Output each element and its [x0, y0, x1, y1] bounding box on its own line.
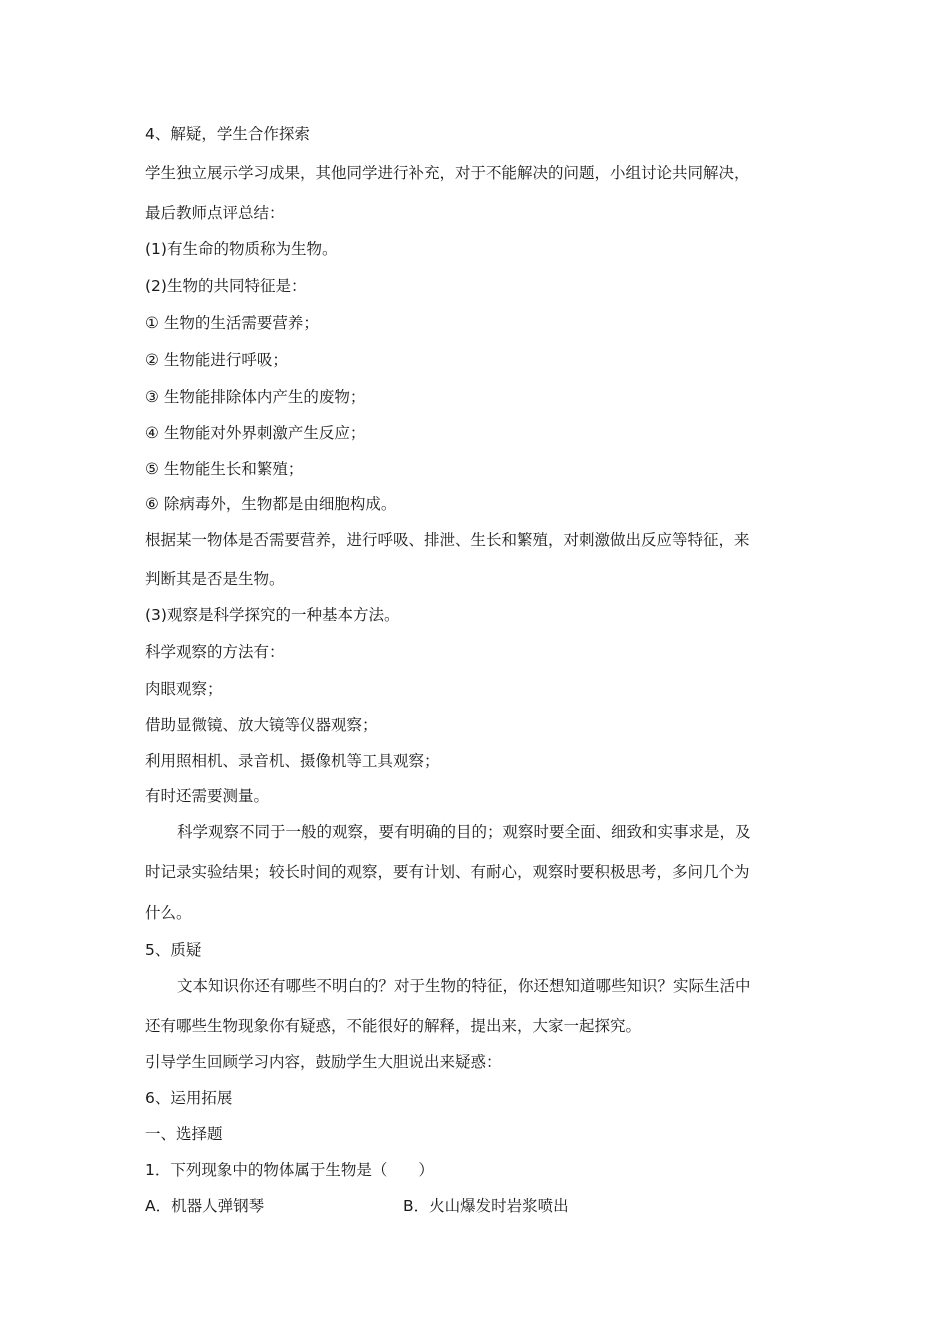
paragraph-line: 还有哪些生物现象你有疑惑，不能很好的解释，提出来，大家一起探究。: [145, 1017, 642, 1035]
heading-6-application: 6、运用拓展: [145, 1089, 233, 1107]
heading-5-question: 5、质疑: [145, 941, 202, 959]
paragraph-line: 科学观察不同于一般的观察，要有明确的目的；观察时要全面、细致和实事求是，及: [177, 823, 751, 841]
paragraph-line: 文本知识你还有哪些不明白的？对于生物的特征，你还想知道哪些知识？实际生活中: [177, 977, 751, 995]
method-item: 借助显微镜、放大镜等仪器观察；: [145, 716, 378, 734]
method-item: 利用照相机、录音机、摄像机等工具观察；: [145, 752, 440, 770]
paragraph-line: 学生独立展示学习成果，其他同学进行补充，对于不能解决的问题，小组讨论共同解决，: [145, 164, 750, 182]
point-1: (1)有生命的物质称为生物。: [145, 240, 338, 258]
paragraph-line: 什么。: [145, 904, 192, 922]
paragraph-line: 引导学生回顾学习内容，鼓励学生大胆说出来疑惑：: [145, 1053, 502, 1071]
feature-item-1: ① 生物的生活需要营养；: [145, 314, 319, 332]
feature-item-4: ④ 生物能对外界刺激产生反应；: [145, 424, 366, 442]
option-b: B．火山爆发时岩浆喷出: [403, 1197, 569, 1215]
feature-item-5: ⑤ 生物能生长和繁殖；: [145, 460, 304, 478]
method-item: 肉眼观察；: [145, 680, 223, 698]
paragraph-line: 时记录实验结果；较长时间的观察，要有计划、有耐心，观察时要积极思考，多问几个为: [145, 863, 750, 881]
feature-item-3: ③ 生物能排除体内产生的废物；: [145, 388, 366, 406]
point-3: (3)观察是科学探究的一种基本方法。: [145, 606, 400, 624]
question-1: 1．下列现象中的物体属于生物是（ ）: [145, 1161, 434, 1179]
paragraph-line: 判断其是否是生物。: [145, 570, 285, 588]
section-choice-questions: 一、选择题: [145, 1125, 223, 1143]
feature-item-6: ⑥ 除病毒外，生物都是由细胞构成。: [145, 495, 397, 513]
paragraph-line: 根据某一物体是否需要营养，进行呼吸、排泄、生长和繁殖，对刺激做出反应等特征，来: [145, 531, 750, 549]
paragraph-line: 科学观察的方法有：: [145, 643, 285, 661]
paragraph-line: 最后教师点评总结：: [145, 204, 285, 222]
option-a: A．机器人弹钢琴: [145, 1197, 265, 1215]
method-item: 有时还需要测量。: [145, 787, 270, 805]
point-2: (2)生物的共同特征是：: [145, 277, 307, 295]
feature-item-2: ② 生物能进行呼吸；: [145, 351, 288, 369]
heading-4-resolve-doubts: 4、解疑，学生合作探索: [145, 125, 310, 143]
